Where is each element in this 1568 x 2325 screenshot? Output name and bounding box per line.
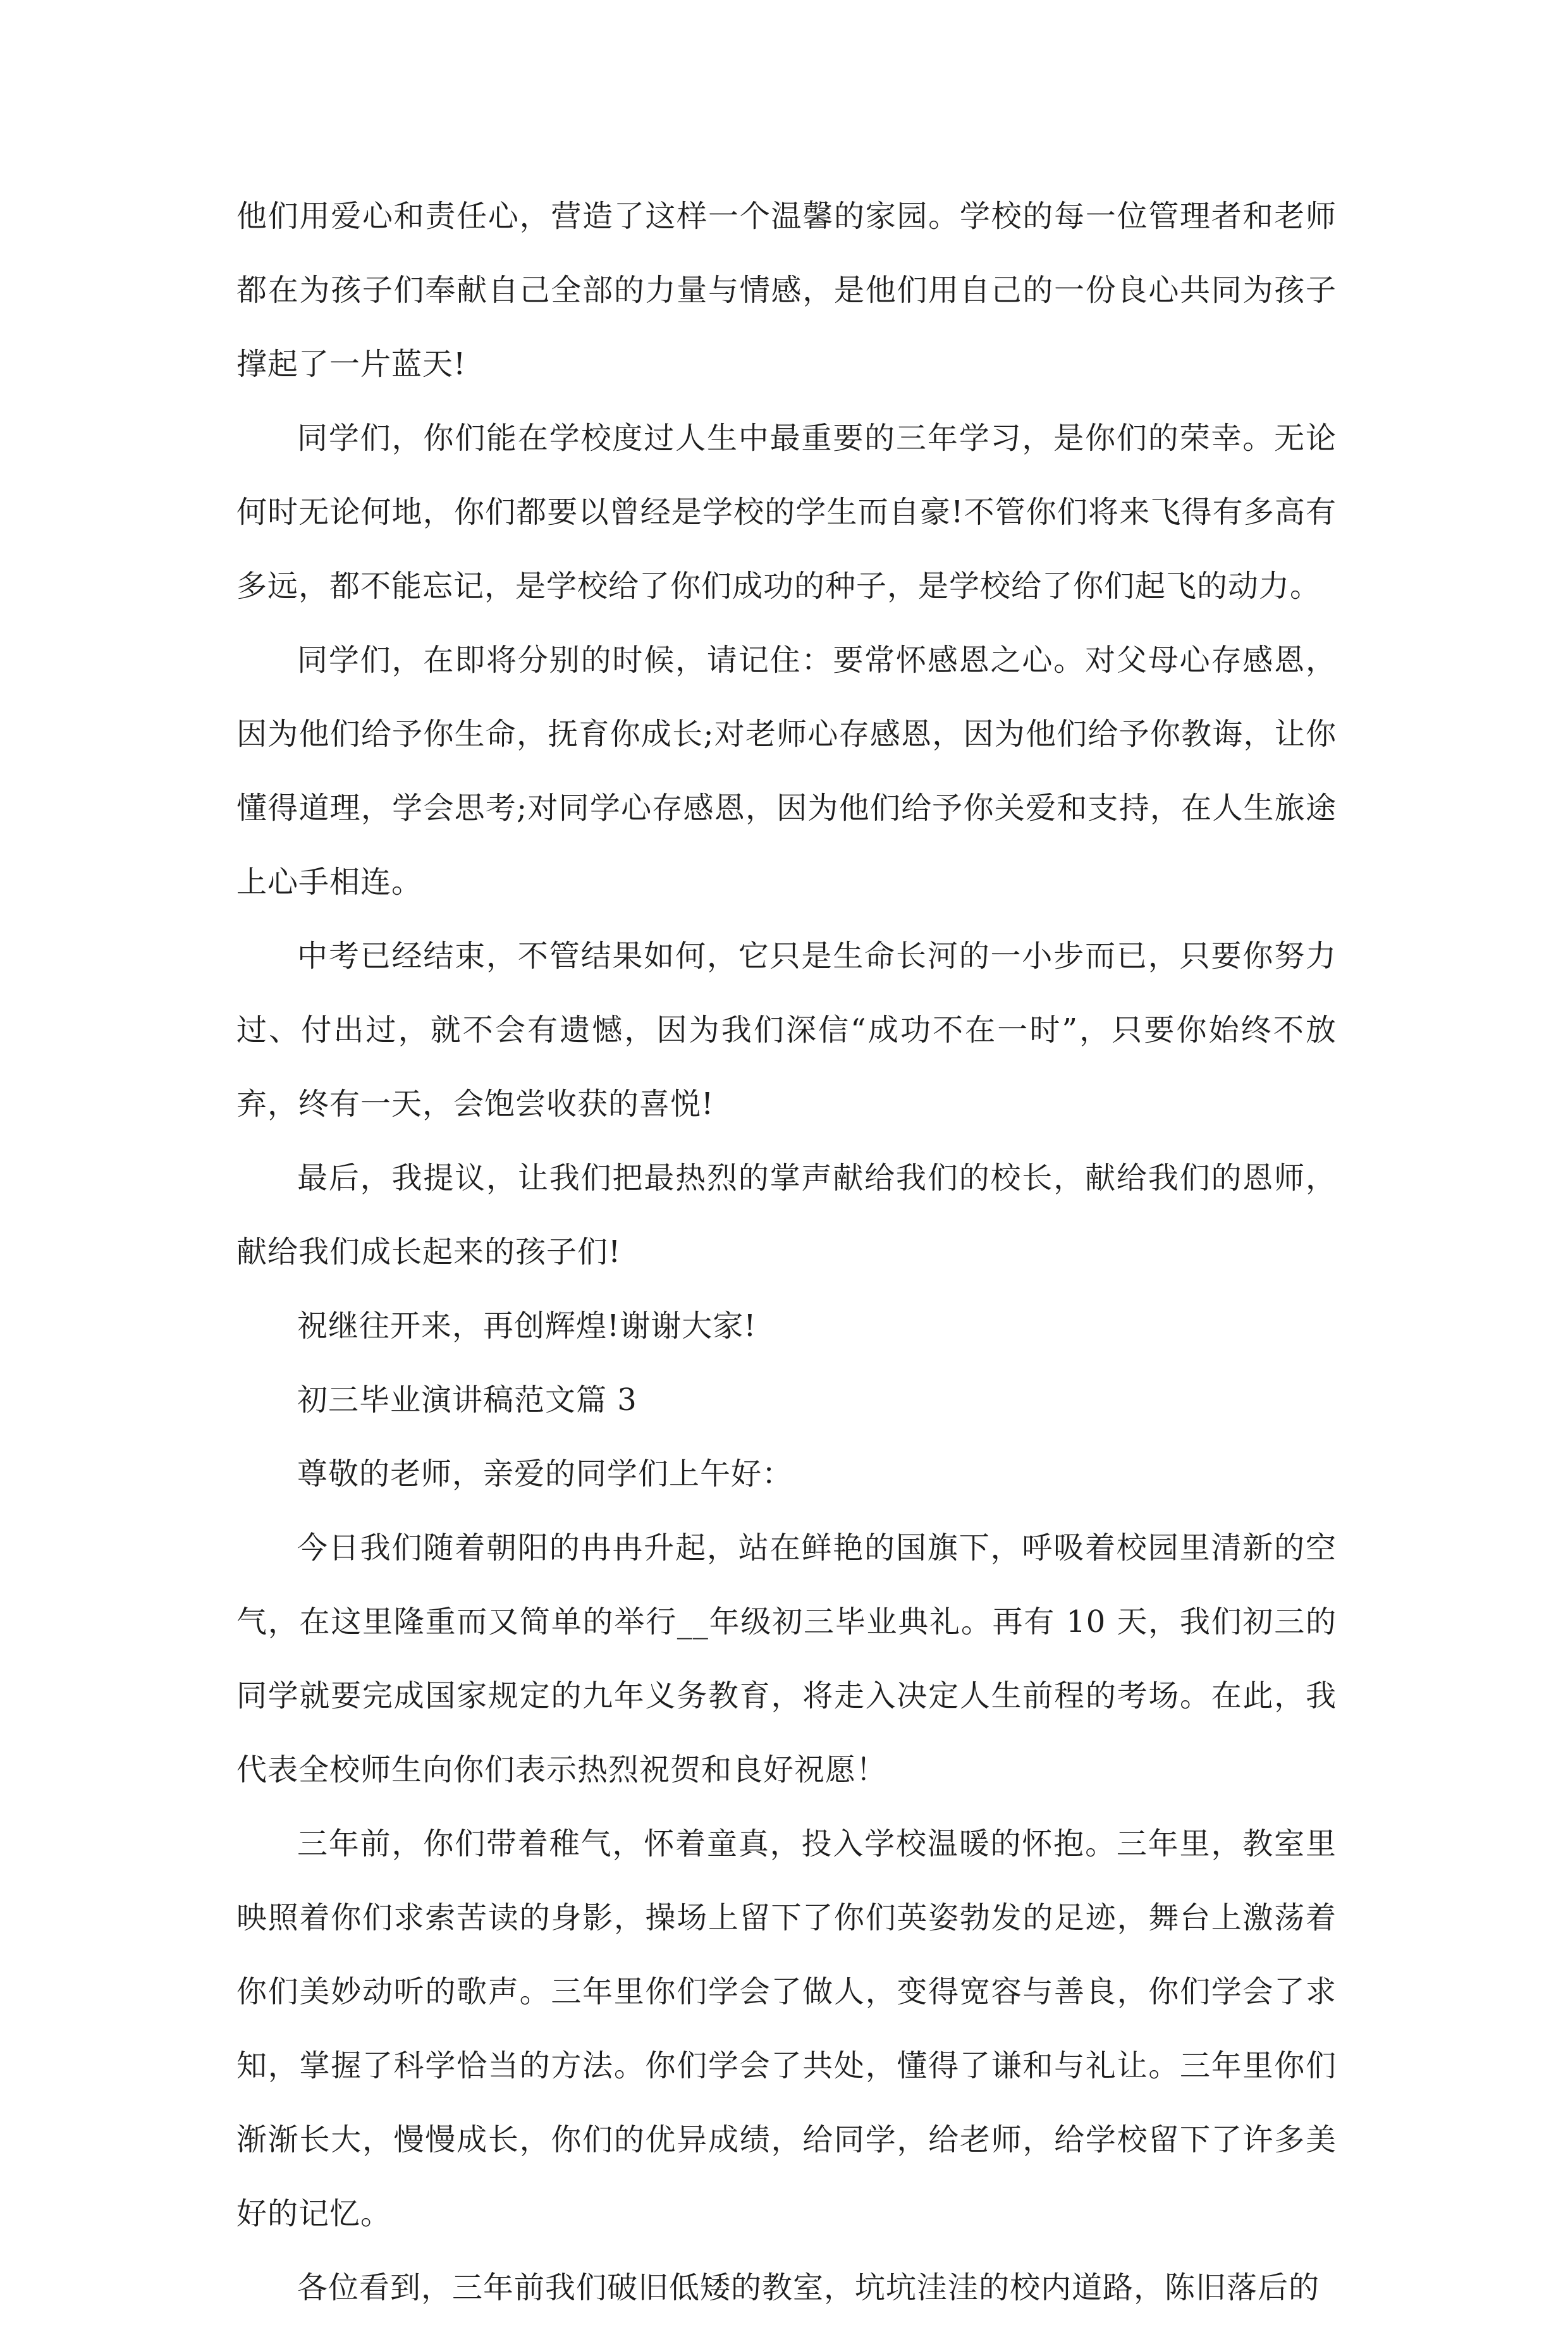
salutation: 尊敬的老师，亲爱的同学们上午好： xyxy=(297,1456,793,1492)
paragraph: 同学们，在即将分别的时候，请记住：要常怀感恩之心。对父母心存感恩，因为他们给予你生命，抚育你成长;对老师心存感恩，因为他们给予你教诲，让你懂得道理，学会思考;对同学心存感恩，因为他们给予你关爱和支持，在人生旅途上心手相连。 xyxy=(236,642,1337,900)
paragraph: 祝继往开来，再创辉煌!谢谢大家! xyxy=(297,1308,757,1344)
paragraph: 各位看到，三年前我们破旧低矮的教室，坑坑洼洼的校内道路，陈旧落后的 xyxy=(297,2270,1320,2305)
section-heading: 初三毕业演讲稿范文篇 3 xyxy=(297,1382,637,1418)
paragraph: 今日我们随着朝阳的冉冉升起，站在鲜艳的国旗下，呼吸着校园里清新的空气，在这里隆重而又简单的举行__年级初三毕业典礼。再有 10 天，我们初三的同学就要完成国家规定的九年义务教育，将走入决定人生前程的考场。在此，我代表全校师生向你们表示热烈祝贺和良好祝愿！ xyxy=(236,1530,1337,1788)
paragraph: 最后，我提议，让我们把最热烈的掌声献给我们的校长，献给我们的恩师，献给我们成长起来的孩子们! xyxy=(236,1160,1337,1270)
document-body xyxy=(236,180,1337,2325)
paragraph: 中考已经结束，不管结果如何，它只是生命长河的一小步而已，只要你努力过、付出过，就不会有遗憾，因为我们深信“成功不在一时”，只要你始终不放弃，终有一天，会饱尝收获的喜悦! xyxy=(236,938,1337,1122)
paragraph: 他们用爱心和责任心，营造了这样一个温馨的家园。学校的每一位管理者和老师都在为孩子们奉献自己全部的力量与情感，是他们用自己的一份良心共同为孩子撑起了一片蓝天! xyxy=(236,199,1337,382)
paragraph: 同学们，你们能在学校度过人生中最重要的三年学习，是你们的荣幸。无论何时无论何地，你们都要以曾经是学校的学生而自豪!不管你们将来飞得有多高有多远，都不能忘记，是学校给了你们成功的种子，是学校给了你们起飞的动力。 xyxy=(236,420,1337,604)
paragraph: 三年前，你们带着稚气，怀着童真，投入学校温暖的怀抱。三年里，教室里映照着你们求索苦读的身影，操场上留下了你们英姿勃发的足迹，舞台上激荡着你们美妙动听的歌声。三年里你们学会了做人，变得宽容与善良，你们学会了求知，掌握了科学恰当的方法。你们学会了共处，懂得了谦和与礼让。三年里你们渐渐长大，慢慢成长，你们的优异成绩，给同学，给老师，给学校留下了许多美好的记忆。 xyxy=(236,1826,1337,2231)
